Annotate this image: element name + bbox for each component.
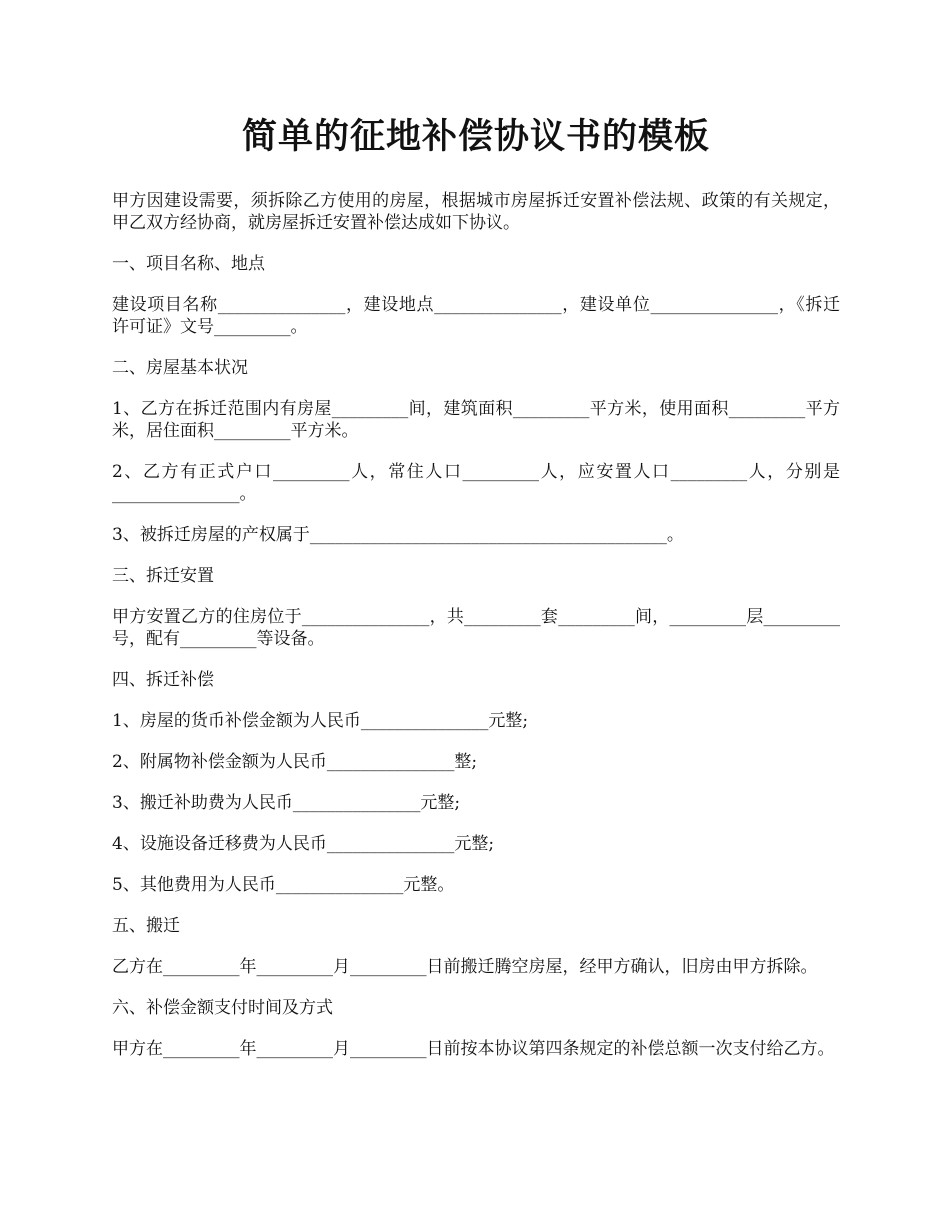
compensation-item-4: 4、设施设备迁移费为人民币_______________元整; <box>112 834 495 854</box>
property-rights-paragraph: 3、被拆迁房屋的产权属于__________________________________________。 <box>112 525 684 545</box>
section-heading-1: 一、项目名称、地点 <box>112 254 265 274</box>
document-title: 简单的征地补偿协议书的模板 <box>241 116 710 157</box>
compensation-item-3: 3、搬迁补助费为人民币_______________元整; <box>112 793 461 813</box>
compensation-item-1: 1、房屋的货币补偿金额为人民币_______________元整; <box>112 711 529 731</box>
house-rooms-paragraph: 1、乙方在拆迁范围内有房屋_________间，建筑面积_________平方米，使用面积_________平方米，居住面积_________平方米。 <box>112 399 840 441</box>
section-heading-4: 四、拆迁补偿 <box>112 670 214 690</box>
payment-paragraph: 甲方在_________年_________月_________日前按本协议第四条规定的补偿总额一次支付给乙方。 <box>112 1039 835 1059</box>
section-heading-5: 五、搬迁 <box>112 916 180 936</box>
compensation-item-2: 2、附属物补偿金额为人民币_______________整; <box>112 752 478 772</box>
section-heading-6: 六、补偿金额支付时间及方式 <box>112 998 333 1018</box>
relocation-paragraph: 乙方在_________年_________月_________日前搬迁腾空房屋，经甲方确认，旧房由甲方拆除。 <box>112 957 818 977</box>
intro-paragraph: 甲方因建设需要，须拆除乙方使用的房屋，根据城市房屋拆迁安置补偿法规、政策的有关规定，甲乙双方经协商，就房屋拆迁安置补偿达成如下协议。 <box>112 191 840 233</box>
section-heading-3: 三、拆迁安置 <box>112 566 214 586</box>
section-heading-2: 二、房屋基本状况 <box>112 358 248 378</box>
household-paragraph: 2、乙方有正式户口_________人，常住人口_________人，应安置人口_________人，分别是_______________。 <box>112 462 840 504</box>
resettlement-paragraph: 甲方安置乙方的住房位于_______________，共_________套_________间，_________层_________号，配有_________等设备。 <box>112 607 840 649</box>
project-info-paragraph: 建设项目名称_______________，建设地点_______________，建设单位_______________，《拆迁许可证》文号_________。 <box>112 295 840 337</box>
document-page <box>112 112 840 1079</box>
compensation-item-5: 5、其他费用为人民币_______________元整。 <box>112 875 455 895</box>
